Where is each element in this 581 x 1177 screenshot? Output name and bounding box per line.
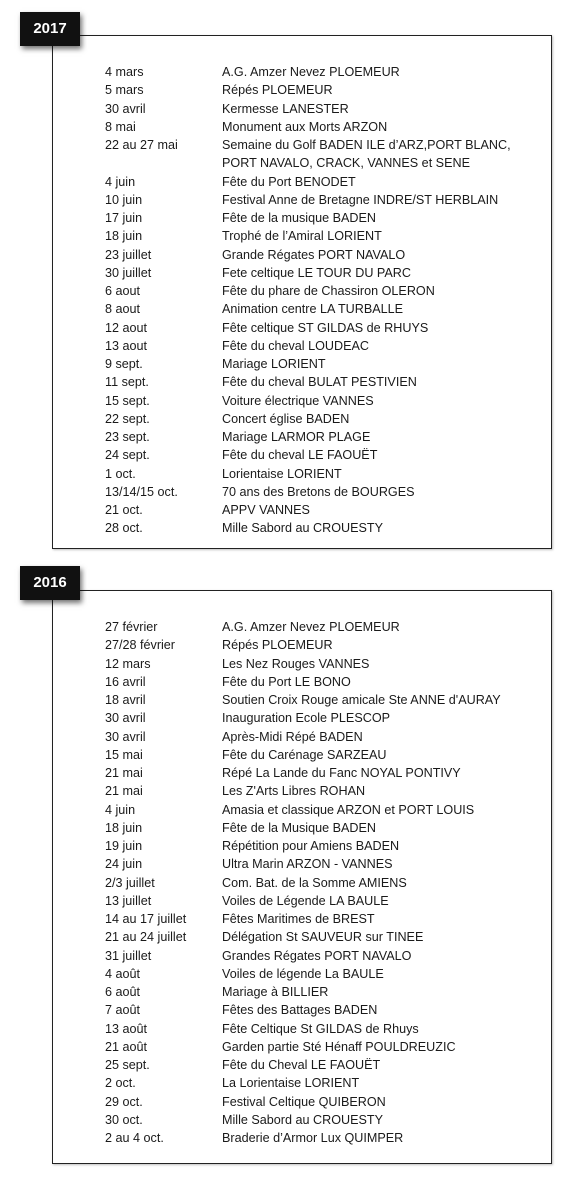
event-date: 4 mars <box>105 65 144 79</box>
event-description: Voiles de légende La BAULE <box>222 966 384 981</box>
event-description: Braderie d’Armor Lux QUIMPER <box>222 1131 404 1145</box>
events-list <box>105 63 511 538</box>
event-date: 2 oct. <box>105 1076 136 1091</box>
event-date: 30 juillet <box>105 265 152 280</box>
event-date: 1 oct. <box>105 466 136 481</box>
event-date: 27 février <box>105 620 158 634</box>
event-row <box>105 81 511 99</box>
event-date: 18 juin <box>105 229 143 244</box>
event-row <box>105 746 501 764</box>
event-description: APPV VANNES <box>222 503 310 517</box>
event-description: Répétition pour Amiens BADEN <box>222 839 400 853</box>
event-date: 31 juillet <box>105 948 152 963</box>
event-description: Mille Sabord au CROUESTY <box>222 1112 383 1127</box>
event-date: 16 avril <box>105 674 146 689</box>
event-date: 29 oct. <box>105 1094 143 1109</box>
event-row <box>105 819 501 837</box>
event-row <box>105 928 501 946</box>
event-description: La Lorientaise LORIENT <box>222 1076 360 1091</box>
event-row <box>105 465 511 483</box>
event-date: 12 mars <box>105 656 151 671</box>
event-description: Ultra Marin ARZON - VANNES <box>222 857 393 872</box>
event-date: 15 sept. <box>105 393 150 408</box>
event-row <box>105 63 511 81</box>
event-date: 9 sept. <box>105 357 143 371</box>
event-row <box>105 136 511 173</box>
event-description: Concert église BADEN <box>222 411 350 426</box>
event-description: Répés PLOEMEUR <box>222 638 333 653</box>
event-row <box>105 373 511 391</box>
event-date: 30 avril <box>105 711 146 726</box>
event-description: Festival Celtique QUIBERON <box>222 1094 386 1109</box>
event-description: Mille Sabord au CROUESTY <box>222 521 383 536</box>
event-date: 13/14/15 oct. <box>105 484 178 499</box>
event-row <box>105 519 511 537</box>
event-row <box>105 1093 501 1111</box>
events-list <box>105 618 501 1147</box>
event-date: 30 oct. <box>105 1112 143 1127</box>
event-date: 15 mai <box>105 747 143 762</box>
event-date: 28 oct. <box>105 521 143 536</box>
event-row <box>105 446 511 464</box>
event-row <box>105 983 501 1001</box>
event-description: Fête du Port LE BONO <box>222 674 351 689</box>
event-description: Après-Midi Répé BADEN <box>222 729 363 744</box>
event-row <box>105 246 511 264</box>
event-row <box>105 428 511 446</box>
event-date: 25 sept. <box>105 1058 150 1072</box>
event-date: 23 juillet <box>105 247 152 262</box>
event-description: Mariage LARMOR PLAGE <box>222 430 371 444</box>
event-description: Kermesse LANESTER <box>222 101 349 116</box>
event-row <box>105 837 501 855</box>
event-row <box>105 264 511 282</box>
event-date: 4 juin <box>105 174 136 189</box>
event-row <box>105 1111 501 1129</box>
event-description: Voiles de Légende LA BAULE <box>222 893 389 908</box>
event-description: Mariage à BILLIER <box>222 985 329 999</box>
event-date: 2 au 4 oct. <box>105 1131 164 1145</box>
event-description: Fête du cheval LOUDEAC <box>222 338 369 353</box>
event-row <box>105 300 511 318</box>
event-description: Trophé de l’Amiral LORIENT <box>222 229 382 244</box>
event-row <box>105 1020 501 1038</box>
event-description: Garden partie Sté Hénaff POULDREUZIC <box>222 1039 456 1054</box>
event-description: Mariage LORIENT <box>222 357 326 371</box>
event-row <box>105 227 511 245</box>
event-row <box>105 319 511 337</box>
event-date: 5 mars <box>105 83 144 98</box>
event-description: Répé La Lande du Fanc NOYAL PONTIVY <box>222 766 461 780</box>
event-date: 13 aout <box>105 338 148 353</box>
event-date: 21 mai <box>105 766 143 780</box>
event-row <box>105 709 501 727</box>
event-row <box>105 965 501 983</box>
event-date: 8 aout <box>105 302 141 317</box>
event-description: Voiture électrique VANNES <box>222 393 374 408</box>
event-row <box>105 282 511 300</box>
event-description: Grande Régates PORT NAVALO <box>222 247 406 262</box>
event-row <box>105 691 501 709</box>
event-description: Fêtes des Battages BADEN <box>222 1003 378 1018</box>
event-date: 8 mai <box>105 119 136 134</box>
event-row <box>105 910 501 928</box>
event-date: 18 avril <box>105 693 146 707</box>
event-date: 2/3 juillet <box>105 875 155 890</box>
event-row <box>105 947 501 965</box>
event-row <box>105 209 511 227</box>
event-row <box>105 618 501 636</box>
event-description: Les Z'Arts Libres ROHAN <box>222 784 366 799</box>
event-row <box>105 1074 501 1092</box>
event-row <box>105 655 501 673</box>
event-description: Fête de la Musique BADEN <box>222 820 376 835</box>
event-date: 21 oct. <box>105 503 143 517</box>
event-date: 30 avril <box>105 729 146 744</box>
event-row <box>105 855 501 873</box>
event-row <box>105 392 511 410</box>
event-date: 23 sept. <box>105 430 150 444</box>
event-date: 4 août <box>105 966 141 981</box>
event-row <box>105 1001 501 1019</box>
event-date: 18 juin <box>105 820 143 835</box>
event-description: Inauguration Ecole PLESCOP <box>222 711 391 726</box>
event-row <box>105 728 501 746</box>
event-description: Fête du phare de Chassiron OLERON <box>222 284 435 298</box>
event-row <box>105 636 501 654</box>
event-date: 21 août <box>105 1039 148 1054</box>
event-description: Festival Anne de Bretagne INDRE/ST HERBLAIN <box>222 192 499 207</box>
year-badge: 2016 <box>20 566 80 600</box>
event-description: Fête celtique ST GILDAS de RHUYS <box>222 320 429 335</box>
event-description: Répés PLOEMEUR <box>222 83 333 98</box>
event-date: 11 sept. <box>105 375 149 390</box>
event-date: 13 juillet <box>105 893 152 908</box>
event-description: Animation centre LA TURBALLE <box>222 302 404 317</box>
event-row <box>105 1056 501 1074</box>
event-row <box>105 874 501 892</box>
event-date: 12 aout <box>105 320 148 335</box>
event-date: 24 sept. <box>105 448 150 463</box>
event-description: Fete celtique LE TOUR DU PARC <box>222 265 411 280</box>
event-description: 70 ans des Bretons de BOURGES <box>222 484 415 499</box>
event-date: 7 août <box>105 1003 141 1018</box>
event-description: Lorientaise LORIENT <box>222 466 342 481</box>
event-date: 21 au 24 juillet <box>105 930 187 945</box>
event-row <box>105 191 511 209</box>
event-row <box>105 173 511 191</box>
event-date: 30 avril <box>105 101 146 116</box>
event-row <box>105 1038 501 1056</box>
event-description: Fête du Carénage SARZEAU <box>222 747 387 762</box>
event-description: Fête Celtique St GILDAS de Rhuys <box>222 1021 419 1036</box>
event-row <box>105 673 501 691</box>
event-description: Grandes Régates PORT NAVALO <box>222 948 412 963</box>
event-description: Fête du Cheval LE FAOUËT <box>222 1058 381 1072</box>
event-description: Les Nez Rouges VANNES <box>222 656 370 671</box>
event-date: 17 juin <box>105 211 143 225</box>
event-date: 22 sept. <box>105 411 150 426</box>
event-date: 6 aout <box>105 284 141 298</box>
event-description: Semaine du Golf BADEN ILE d’ARZ,PORT BLANC, PORT NAVALO, CRACK, VANNES et SENE <box>222 138 511 171</box>
event-date: 4 juin <box>105 802 136 817</box>
event-description: Monument aux Morts ARZON <box>222 119 388 134</box>
event-row <box>105 501 511 519</box>
event-description: Fête du Port BENODET <box>222 174 356 189</box>
event-date: 6 août <box>105 985 141 999</box>
event-description: Fêtes Maritimes de BREST <box>222 912 375 926</box>
event-date: 10 juin <box>105 192 143 207</box>
event-row <box>105 782 501 800</box>
event-date: 19 juin <box>105 839 143 853</box>
event-row <box>105 764 501 782</box>
event-date: 21 mai <box>105 784 143 799</box>
event-row <box>105 1129 501 1147</box>
event-row <box>105 337 511 355</box>
event-description: A.G. Amzer Nevez PLOEMEUR <box>222 620 400 634</box>
event-row <box>105 410 511 428</box>
event-row <box>105 483 511 501</box>
event-description: Fête de la musique BADEN <box>222 211 376 225</box>
event-description: Fête du cheval LE FAOUËT <box>222 448 378 463</box>
event-row <box>105 100 511 118</box>
event-date: 13 août <box>105 1021 148 1036</box>
event-description: Fête du cheval BULAT PESTIVIEN <box>222 375 417 390</box>
event-row <box>105 118 511 136</box>
event-description: A.G. Amzer Nevez PLOEMEUR <box>222 65 400 79</box>
event-date: 14 au 17 juillet <box>105 912 187 926</box>
event-date: 22 au 27 mai <box>105 138 178 152</box>
event-description: Soutien Croix Rouge amicale Ste ANNE d'AURAY <box>222 693 501 707</box>
event-row <box>105 892 501 910</box>
event-row <box>105 355 511 373</box>
event-description: Amasia et classique ARZON et PORT LOUIS <box>222 802 475 817</box>
event-date: 24 juin <box>105 857 143 872</box>
event-description: Com. Bat. de la Somme AMIENS <box>222 875 407 890</box>
year-badge: 2017 <box>20 12 80 46</box>
event-row <box>105 801 501 819</box>
event-date: 27/28 février <box>105 638 176 653</box>
event-description: Délégation St SAUVEUR sur TINEE <box>222 930 424 945</box>
